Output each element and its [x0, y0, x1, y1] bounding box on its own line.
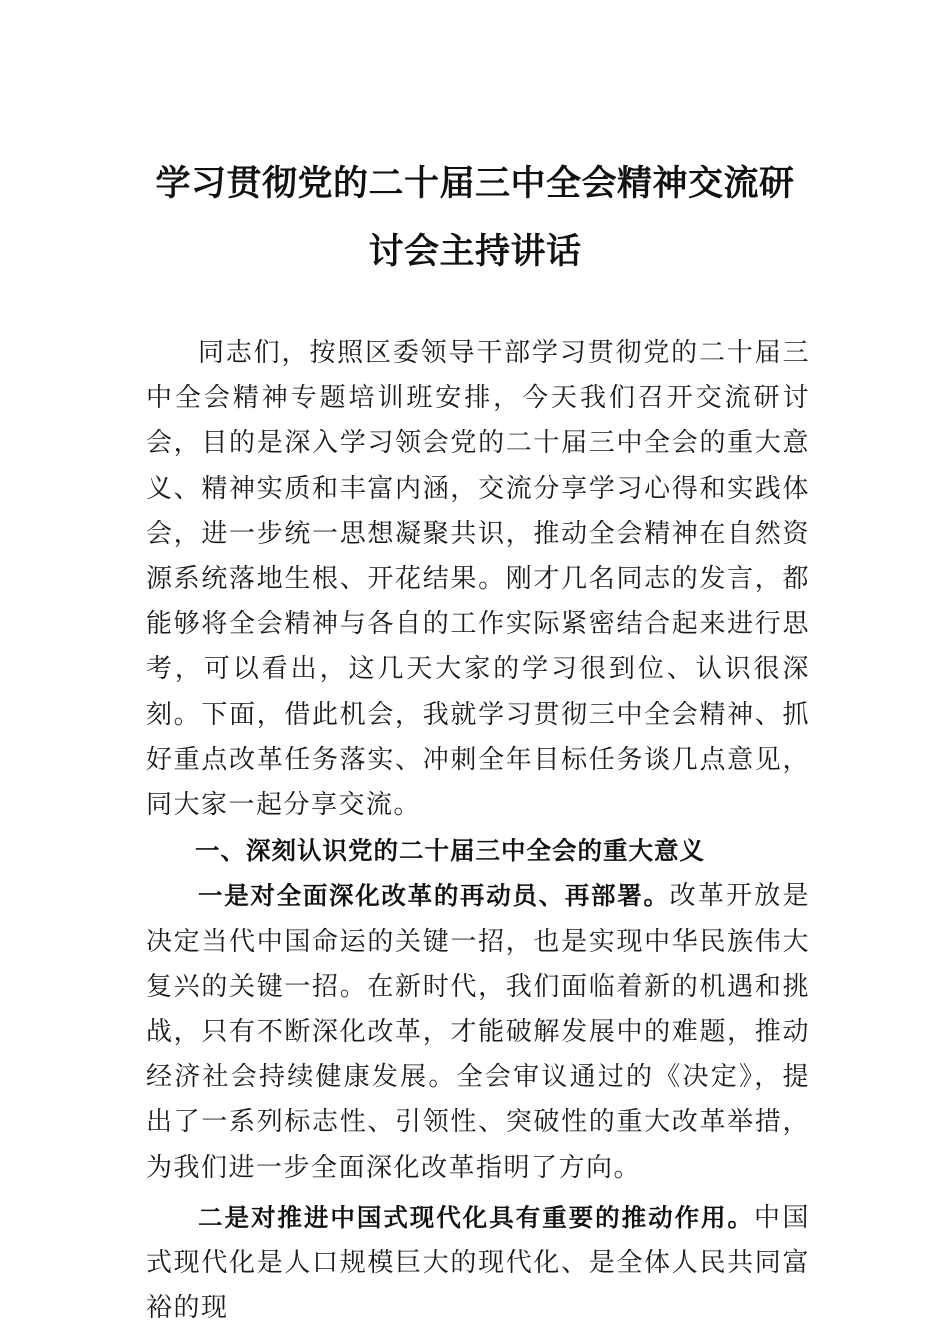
document-title-line-1: 学习贯彻党的二十届三中全会精神交流研: [155, 163, 795, 204]
point-2-lead: 二是对推进中国式现代化具有重要的推动作用。: [198, 1202, 755, 1232]
point-paragraph-2: [146, 1195, 810, 1332]
point-1-text: 改革开放是决定当代中国命运的关键一招，也是实现中华民族伟大复兴的关键一招。在新时代，我们面临着新的机遇和挑战，只有不断深化改革，才能破解发展中的难题，推动经济社会持续健康发展。全会审议通过的《决定》，提出了一系列标志性、引领性、突破性的重大改革举措，为我们进一步全面深化改革指明了方向。: [146, 881, 810, 1183]
document-body: [146, 331, 810, 1331]
section-heading-1: 一、深刻认识党的二十届三中全会的重大意义: [195, 836, 705, 866]
document-title-line-2: 讨会主持讲话: [368, 231, 582, 272]
point-2-text: 中国式现代化是人口规模巨大的现代化、是全体人民共同富裕的现: [146, 1202, 810, 1324]
point-paragraph-1: [146, 873, 810, 1190]
point-1-lead: 一是对全面深化改革的再动员、再部署。: [198, 881, 670, 911]
intro-paragraph: 同志们，按照区委领导干部学习贯彻党的二十届三中全会精神专题培训班安排，今天我们召开交流研讨会，目的是深入学习领会党的二十届三中全会的重大意义、精神实质和丰富内涵，交流分享学习心得和实践体会，进一步统一思想凝聚共识，推动全会精神在自然资源系统落地生根、开花结果。刚才几名同志的发言，都能够将全会精神与各自的工作实际紧密结合起来进行思考，可以看出，这几天大家的学习很到位、认识很深刻。下面，借此机会，我就学习贯彻三中全会精神、抓好重点改革任务落实、冲刺全年目标任务谈几点意见，同大家一起分享交流。: [146, 338, 810, 821]
